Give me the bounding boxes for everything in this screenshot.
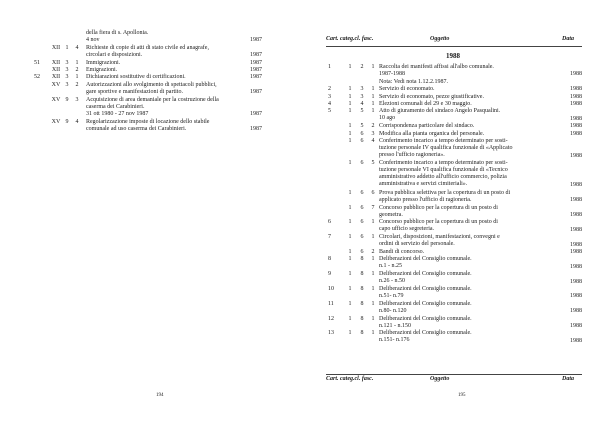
entry-description: [379, 131, 564, 138]
entry-description: [379, 301, 564, 315]
entry-cart-number: 3: [328, 93, 331, 100]
entry-year: 1988: [570, 101, 582, 107]
entry-class: 2: [360, 64, 364, 70]
entry-cart-number: 11: [328, 300, 334, 307]
entry-description: [379, 64, 564, 78]
entry-description-line: Autorizzazioni allo svolgimento di spettacoli pubblici,: [86, 81, 217, 88]
footer-rule: [326, 374, 582, 375]
entry-class: 4: [360, 101, 364, 107]
entry-year: 1988: [570, 123, 582, 130]
entry-class: 3: [65, 81, 69, 88]
entry-fascicle: 4: [75, 44, 79, 51]
entry-cart-number: 52: [34, 74, 40, 81]
entry-description: [86, 82, 256, 96]
entry-class: 3: [360, 93, 364, 100]
entry-year: 1988: [570, 241, 582, 248]
entry-description-line: caserma dei Carabinieri.: [86, 103, 145, 110]
entry-cart-number: 51: [34, 59, 40, 66]
entry-description: [86, 45, 256, 59]
entry-description: [379, 205, 564, 219]
entry-class: 3: [360, 86, 364, 93]
entry-year: 1988: [570, 197, 582, 204]
entry-description-line: 1987-1988: [379, 71, 405, 77]
entry-description: [379, 271, 564, 285]
entry-class: 3: [65, 59, 69, 66]
entry-description: [379, 138, 564, 159]
entry-description-line: Deliberazioni del Consiglio comunale.: [379, 256, 472, 263]
entry-description-line: Elezioni comunali del 29 e 30 maggio.: [379, 101, 472, 107]
entry-description: [379, 316, 564, 330]
entry-category: 1: [348, 160, 352, 167]
entry-year: 1988: [570, 130, 582, 137]
entry-description-line: amministrativa e servizi cimiteriali».: [379, 181, 468, 188]
entry-cart-number: 5: [328, 108, 331, 115]
entry-year: 1987: [250, 74, 262, 81]
entry-year: 1987: [250, 37, 262, 44]
entry-fascicle: 4: [371, 138, 375, 144]
entry-description-line: Prova pubblica selettiva per la copertura di un posto di: [379, 189, 511, 196]
entry-description: [86, 30, 256, 44]
entry-cart-number: 10: [328, 286, 334, 292]
entry-class: 5: [360, 123, 364, 130]
entry-description-line: Deliberazioni del Consiglio comunale.: [379, 300, 472, 307]
entry-description-line: comunale ad uso caserma dei Carabinieri.: [86, 125, 187, 132]
entry-category: XV: [51, 118, 61, 125]
entry-category: XV: [51, 96, 61, 103]
entry-description-line: n.80- n.120: [379, 307, 407, 314]
entry-description-line: n.26 - n.50: [379, 278, 405, 285]
entry-description: [379, 123, 564, 130]
entry-fascicle: 1: [371, 64, 375, 70]
left-page-number: 194: [156, 393, 164, 398]
entry-description-line: Circolari, disposizioni, manifestazioni, convegni e: [379, 234, 500, 241]
entry-description: [86, 119, 256, 133]
right-page-number: 195: [458, 393, 466, 398]
entry-description: [379, 249, 564, 256]
year-heading: 1988: [446, 52, 460, 60]
entry-class: 3: [65, 67, 69, 73]
entry-description: [379, 219, 564, 233]
entry-category: 1: [348, 300, 352, 307]
entry-description-line: circolari e disposizioni.: [86, 51, 143, 58]
entry-description-line: tuzione personale IV qualifica funzionale di «Applicato: [379, 145, 513, 151]
entry-category: 1: [348, 204, 352, 211]
entry-description-line: n.151- n.176: [379, 337, 410, 344]
entry-description-line: Deliberazioni del Consiglio comunale.: [379, 330, 472, 337]
entry-description: [379, 79, 564, 86]
entry-description-line: Deliberazioni del Consiglio comunale.: [379, 286, 472, 292]
entry-cart-number: 2: [328, 86, 331, 93]
entry-description-line: Dichiarazioni sostitutive di certificazioni.: [86, 74, 186, 81]
entry-class: 8: [360, 286, 364, 292]
entry-year: 1987: [250, 111, 262, 118]
entry-class: 8: [360, 256, 364, 263]
entry-description-line: n.1 - n.25: [379, 263, 402, 270]
entry-class: 6: [360, 160, 364, 167]
entry-class: 6: [360, 138, 364, 144]
entry-class: 6: [360, 189, 364, 196]
entry-year: 1988: [570, 211, 582, 218]
entry-description-line: amministrativo addetto all'ufficio commercio, polizia: [379, 174, 507, 181]
entry-description-line: tuzione personale VI qualifica funzionale di «Tecnico: [379, 167, 508, 174]
entry-year: 1987: [250, 67, 262, 73]
entry-category: 1: [348, 330, 352, 337]
entry-category: 1: [348, 64, 352, 70]
entry-description-line: della fiera di s. Apollonia.: [86, 30, 149, 36]
entry-description-line: n.51- n.79: [379, 293, 404, 299]
entry-fascicle: 1: [371, 300, 375, 307]
entry-description-line: 4 nov: [86, 37, 100, 43]
entry-description: [379, 234, 564, 248]
entry-description-line: Servizio di economato, pezze giustificative.: [379, 93, 484, 100]
entry-description-line: Conferimento incarico a tempo determinato per sosti-: [379, 160, 508, 167]
entry-class: 5: [360, 108, 364, 115]
entry-fascicle: 1: [371, 86, 375, 93]
entry-class: 8: [360, 271, 364, 278]
entry-class: 6: [360, 234, 364, 241]
entry-year: 1988: [570, 278, 582, 285]
entry-category: XV: [51, 81, 61, 88]
entry-year: 1988: [570, 249, 582, 255]
entry-category: XII: [51, 59, 61, 66]
entry-fascicle: 1: [371, 271, 375, 278]
entry-class: 3: [65, 74, 69, 81]
entry-description-line: ordini di servizio del personale.: [379, 241, 455, 248]
entry-cart-number: 4: [328, 101, 331, 107]
entry-description-line: Nota: Vedi nota 1.12.2.1987.: [379, 78, 449, 85]
entry-description-line: Corrispondenza particolare del sindaco.: [379, 123, 475, 130]
entry-description-line: 10 ago: [379, 115, 396, 122]
entry-category: 1: [348, 123, 352, 130]
entry-fascicle: 1: [371, 286, 375, 292]
entry-fascicle: 1: [371, 234, 375, 241]
entry-description-line: Regolarizzazione imposte di locazione dello stabile: [86, 118, 210, 125]
entry-description: [379, 94, 564, 101]
entry-fascicle: 6: [371, 189, 375, 196]
header-oggetto-label: Oggetto: [430, 36, 450, 42]
footer-oggetto-label: Oggetto: [430, 376, 450, 382]
entry-description: [379, 286, 564, 300]
entry-description-line: Concorso pubblico per la copertura di un posto di: [379, 219, 498, 226]
entry-category: 1: [348, 249, 352, 255]
entry-category: 1: [348, 86, 352, 93]
entry-description: [86, 74, 256, 81]
entry-category: XII: [51, 74, 61, 81]
entry-description: [379, 101, 564, 108]
entry-description: [379, 108, 564, 122]
entry-year: 1987: [250, 89, 262, 96]
entry-cart-number: 7: [328, 234, 331, 241]
entry-cart-number: 6: [328, 219, 331, 226]
entry-cart-number: 1: [328, 64, 331, 70]
entry-cart-number: 8: [328, 256, 331, 263]
entry-description: [379, 86, 564, 93]
entry-description: [379, 160, 564, 188]
entry-year: 1988: [570, 226, 582, 233]
entry-year: 1988: [570, 93, 582, 100]
entry-fascicle: 2: [371, 123, 375, 130]
entry-class: 6: [360, 130, 364, 137]
entry-fascicle: 2: [75, 67, 79, 73]
entry-description-line: Deliberazioni del Consiglio comunale.: [379, 271, 472, 278]
entry-description-line: Modifica alla pianta organica del personale.: [379, 130, 485, 137]
entry-description-line: Atto di giuramento del sindaco Angelo Pasqualini.: [379, 108, 501, 115]
entry-class: 6: [360, 204, 364, 211]
entry-year: 1988: [570, 322, 582, 329]
entry-description-line: Deliberazioni del Consiglio comunale.: [379, 315, 472, 322]
entry-description: [86, 67, 256, 74]
entry-year: 1988: [570, 71, 582, 78]
entry-fascicle: 1: [371, 219, 375, 226]
entry-description-line: gare sportive e manifestazioni di partito.: [86, 88, 183, 95]
entry-cart-number: 12: [328, 315, 334, 322]
entry-description-line: Servizio di economato.: [379, 86, 435, 93]
header-cart-label: Cart. categ.cl. fasc.: [326, 36, 374, 42]
entry-description-line: Acquisizione di area demaniale per la costruzione della: [86, 96, 219, 103]
entry-description-line: 31 ott 1980 - 27 nov 1987: [86, 110, 149, 117]
entry-fascicle: 1: [75, 59, 79, 66]
entry-fascicle: 1: [371, 108, 375, 115]
entry-fascicle: 7: [371, 204, 375, 211]
entry-fascicle: 1: [371, 101, 375, 107]
entry-description: [86, 97, 256, 118]
entry-cart-number: 13: [328, 330, 334, 337]
entry-year: 1988: [570, 293, 582, 300]
entry-description-line: Concorso pubblico per la copertura di un posto di: [379, 204, 498, 211]
entry-description-line: presso l'ufficio ragioneria».: [379, 152, 445, 158]
entry-year: 1988: [570, 152, 582, 159]
entry-class: 6: [360, 249, 364, 255]
entry-description-line: Raccolta dei manifesti affissi all'albo comunale.: [379, 64, 494, 70]
entry-description-line: applicato presso l'ufficio di ragioneria.: [379, 196, 472, 203]
entry-category: 1: [348, 138, 352, 144]
entry-fascicle: 3: [371, 130, 375, 137]
entry-category: XII: [51, 67, 61, 73]
entry-class: 1: [65, 44, 69, 51]
entry-description: [379, 330, 564, 344]
entry-category: 1: [348, 93, 352, 100]
entry-class: 8: [360, 315, 364, 322]
entry-year: 1987: [250, 126, 262, 133]
entry-category: 1: [348, 234, 352, 241]
header-rule: [326, 46, 582, 47]
entry-category: 1: [348, 315, 352, 322]
entry-fascicle: 1: [371, 256, 375, 263]
entry-year: 1988: [570, 337, 582, 344]
entry-description-line: Bandi di concorso.: [379, 249, 425, 255]
entry-description-line: geometra.: [379, 211, 403, 218]
entry-description: [379, 256, 564, 270]
entry-category: 1: [348, 286, 352, 292]
entry-description-line: Immigrazioni.: [86, 59, 121, 66]
entry-category: 1: [348, 219, 352, 226]
entry-class: 8: [360, 330, 364, 337]
entry-category: 1: [348, 130, 352, 137]
entry-year: 1987: [250, 59, 262, 66]
entry-description-line: Conferimento incarico a tempo determinato per sosti-: [379, 138, 508, 144]
entry-category: XII: [51, 44, 61, 51]
entry-year: 1987: [250, 52, 262, 59]
entry-year: 1988: [570, 182, 582, 189]
entry-class: 8: [360, 300, 364, 307]
entry-fascicle: 1: [371, 93, 375, 100]
entry-fascicle: 2: [75, 81, 79, 88]
entry-year: 1988: [570, 263, 582, 270]
entry-year: 1988: [570, 115, 582, 122]
entry-description-line: Emigrazioni.: [86, 67, 118, 73]
entry-year: 1988: [570, 308, 582, 315]
footer-cart-label: Cart. categ.cl. fasc.: [326, 376, 374, 382]
entry-category: 1: [348, 256, 352, 263]
entry-fascicle: 1: [371, 330, 375, 337]
entry-description: [379, 190, 564, 204]
entry-description-line: capo ufficio segreteria.: [379, 226, 435, 233]
entry-category: 1: [348, 189, 352, 196]
entry-fascicle: 2: [371, 249, 375, 255]
entry-fascicle: 1: [371, 315, 375, 322]
entry-fascicle: 4: [75, 118, 79, 125]
entry-description-line: Richieste di copie di atti di stato civile ed anagrafe,: [86, 44, 209, 51]
entry-fascicle: 5: [371, 160, 375, 167]
entry-description: [86, 60, 256, 67]
entry-category: 1: [348, 271, 352, 278]
entry-cart-number: 9: [328, 271, 331, 278]
footer-data-label: Data: [562, 376, 574, 382]
entry-description-line: n.121 - n.150: [379, 322, 411, 329]
entry-class: 6: [360, 219, 364, 226]
right-page: [300, 0, 600, 424]
entry-category: 1: [348, 108, 352, 115]
entry-fascicle: 1: [75, 74, 79, 81]
entry-year: 1988: [570, 86, 582, 93]
entry-class: 9: [65, 96, 69, 103]
header-data-label: Data: [562, 36, 574, 42]
entry-fascicle: 3: [75, 96, 79, 103]
entry-category: 1: [348, 101, 352, 107]
entry-class: 9: [65, 118, 69, 125]
